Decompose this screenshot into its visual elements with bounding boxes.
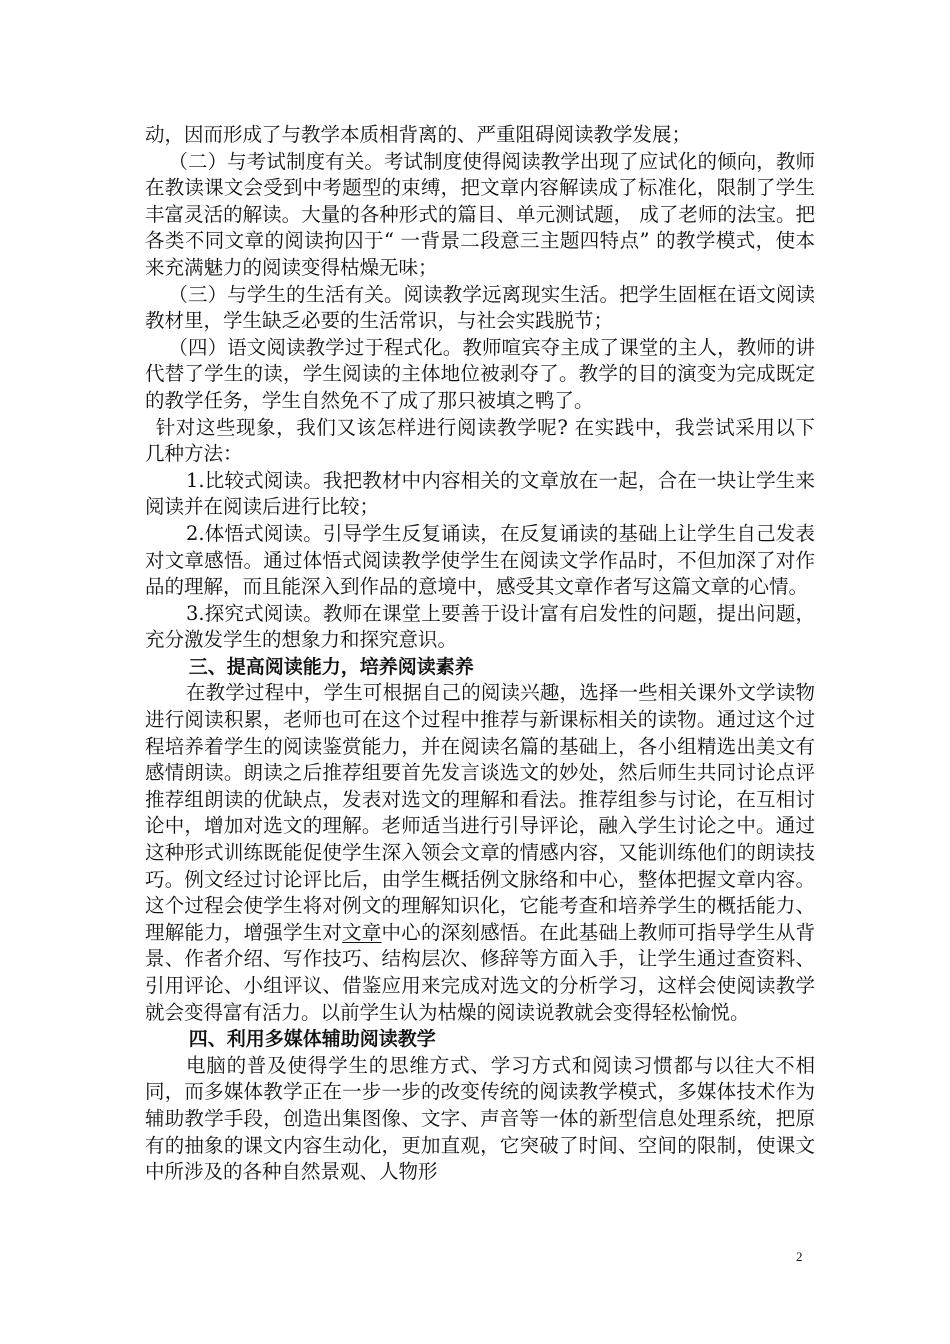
section-heading-3: 三、提高阅读能力，培养阅读素养 [188, 655, 474, 678]
paragraph-reason-exam: （二）与考试制度有关。考试制度使得阅读教学出现了应试化的倾向，教师在教读课文会受到中考题型的束缚，把文章内容解读成了标准化，限制了学生丰富灵活的解读。大量的各种形式的篇目、单元测试题， 成了老师的法宝。把各类不同文章的阅读拘囚于“ 一背景二段意三主题四特点” 的教学模式，使本来充满魅力的阅读变得枯燥无味； [145, 149, 815, 279]
section-heading-4: 四、利用多媒体辅助阅读教学 [188, 1028, 436, 1051]
paragraph-continuation: 动，因而形成了与教学本质相背离的、严重阻碍阅读教学发展； [145, 123, 692, 146]
paragraph-method-explore: 3.探究式阅读。教师在课堂上要善于设计富有启发性的问题，提出问题，充分激发学生的想象力和探究意识。 [145, 601, 815, 652]
paragraph-section-3-part-b: 中心的深刻感悟。在此基础上教师可指导学生从背景、作者介绍、写作技巧、结构层次、修辞等方面入手，让学生通过查资料、引用评论、小组评议、借鉴应用来完成对选文的分析学习，这样会使阅读教学就会变得富有活力。以前学生认为枯燥的阅读说教就会变得轻松愉悦。 [145, 920, 815, 1024]
page-number: 2 [796, 1249, 803, 1264]
paragraph-section-4: 电脑的普及使得学生的思维方式、学习方式和阅读习惯都与以往大不相同，而多媒体教学正在一步一步的改变传统的阅读教学模式，多媒体技术作为辅助教学手段，创造出集图像、文字、声音等一体的新型信息处理系统，把原有的抽象的课文内容生动化，更加直观，它突破了时间、空间的限制，使课文中所涉及的各种自然景观、人物形 [145, 1053, 815, 1184]
paragraph-method-experience: 2.体悟式阅读。引导学生反复诵读，在反复诵读的基础上让学生自己发表对文章感悟。通过体悟式阅读教学使学生在阅读文学作品时，不但加深了对作品的理解，而且能深入到作品的意境中，感受其文章作者写这篇文章的心情。 [145, 521, 815, 599]
paragraph-reason-life: （三）与学生的生活有关。阅读教学远离现实生活。把学生固框在语文阅读教材里，学生缺乏必要的生活常识，与社会实践脱节； [145, 282, 815, 333]
paragraph-section-3 [145, 680, 815, 1026]
document-page [145, 122, 815, 1186]
paragraph-question: 针对这些现象，我们又该怎样进行阅读教学呢? 在实践中，我尝试采用以下几种方法： [145, 415, 815, 466]
paragraph-reason-formula: （四）语文阅读教学过于程式化。教师喧宾夺主成了课堂的主人，教师的讲代替了学生的读，学生阅读的主体地位被剥夺了。教学的目的演变为完成既定的教学任务，学生自然免不了成了那只被填之鸭了。 [145, 335, 815, 412]
paragraph-method-compare: 1.比较式阅读。我把教材中内容相关的文章放在一起，合在一块让学生来阅读并在阅读后进行比较； [145, 468, 815, 519]
paragraph-section-3-part-a: 在教学过程中，学生可根据自己的阅读兴趣，选择一些相关课外文学读物进行阅读积累，老师也可在这个过程中推荐与新课标相关的读物。通过这个过程培养着学生的阅读鉴赏能力，并在阅读名篇的基础上，各小组精选出美文有感情朗读。朗读之后推荐组要首先发言谈选文的妙处，然后师生共同讨论点评推荐组朗读的优缺点，发表对选文的理解和看法。推荐组参与讨论，在互相讨论中，增加对选文的理解。老师适当进行引导评论，融入学生讨论之中。通过这种形式训练既能促使学生深入领会文章的情感内容，又能训练他们的朗读技巧。例文经过讨论评比后，由学生概括例文脉络和中心，整体把握文章内容。这个过程会使学生将对例文的理解知识化，它能考查和培养学生的概括能力、理解能力，增强学生对 [145, 681, 815, 944]
underlined-word: 文章 [342, 920, 382, 944]
